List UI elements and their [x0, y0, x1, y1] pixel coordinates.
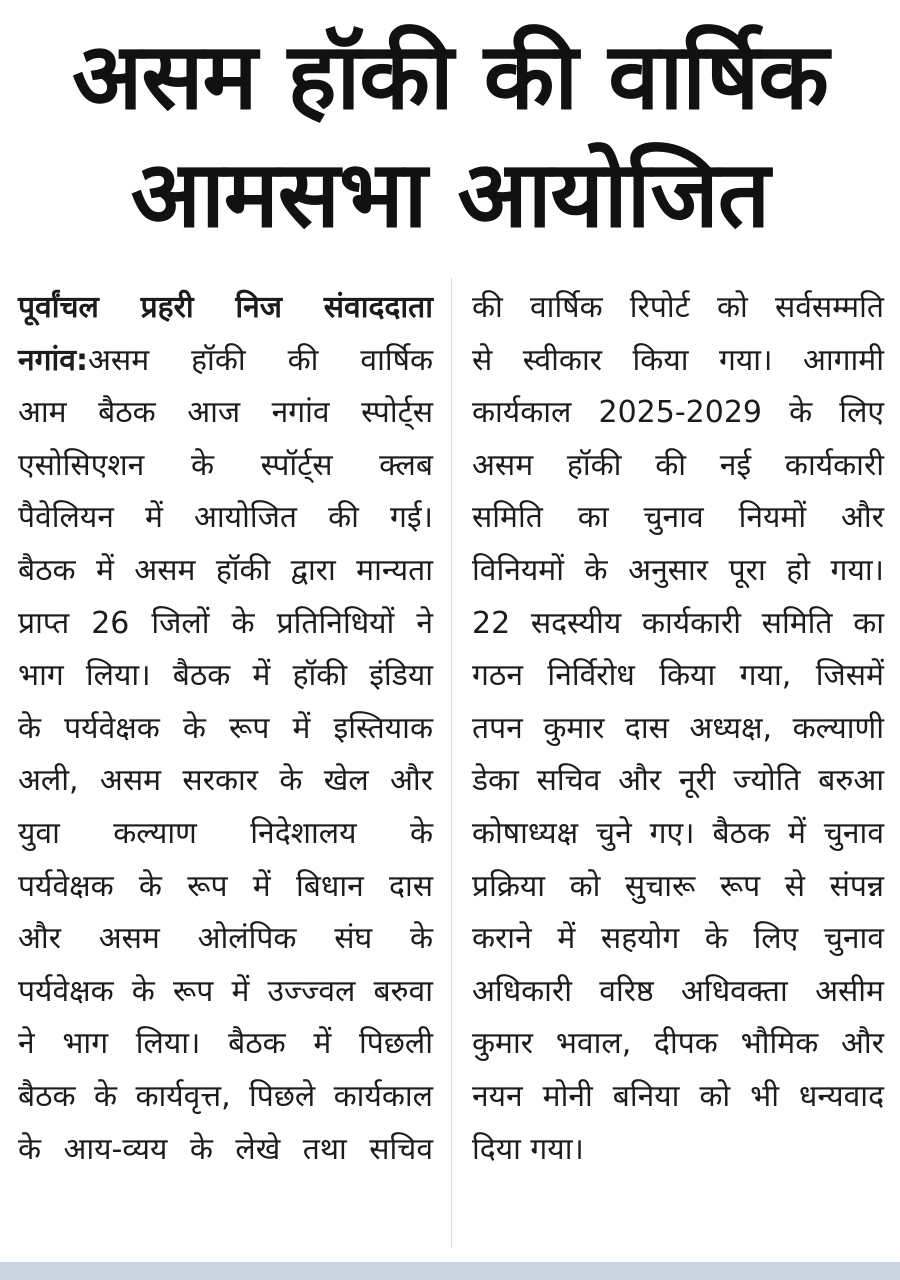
column-line: बैठक के कार्यवृत्त, पिछले कार्यकाल [18, 1078, 433, 1114]
column-line: गठन निर्विरोध किया गया, जिसमें [472, 658, 884, 694]
column-line: की वार्षिक रिपोर्ट को सर्वसम्मति [472, 290, 884, 325]
column-line: विनियमों के अनुसार पूरा हो गया। [472, 552, 884, 588]
column-line: दिया गया। [472, 1131, 584, 1167]
article-column-right [472, 282, 884, 1176]
headline [0, 18, 900, 254]
column-line-text: असम हॉकी की वार्षिक [88, 342, 433, 378]
column-line: पैवेलियन में आयोजित की गई। [18, 500, 433, 536]
column-line: कराने में सहयोग के लिए चुनाव [472, 921, 884, 957]
column-line: से स्वीकार किया गया। आगामी [472, 342, 884, 378]
column-line: तपन कुमार दास अध्यक्ष, कल्याणी [472, 710, 884, 746]
column-line: के आय-व्यय के लेखे तथा सचिव [18, 1131, 433, 1167]
column-line: कार्यकाल 2025-2029 के लिए [472, 395, 884, 431]
column-line: प्रक्रिया को सुचारू रूप से संपन्न [472, 868, 884, 904]
column-line: ने भाग लिया। बैठक में पिछली [18, 1026, 433, 1062]
column-divider [451, 278, 452, 1248]
article-column-left [18, 282, 433, 1176]
byline: पूर्वांचल प्रहरी निज संवाददाता [18, 290, 433, 325]
column-line: के पर्यवेक्षक के रूप में इस्तियाक [18, 710, 433, 746]
column-line: नयन मोनी बनिया को भी धन्यवाद [472, 1078, 884, 1114]
column-line: भाग लिया। बैठक में हॉकी इंडिया [18, 658, 433, 694]
column-line: अली, असम सरकार के खेल और [18, 763, 433, 799]
column-line: असम हॉकी की नई कार्यकारी [472, 447, 884, 483]
column-line: अधिकारी वरिष्ठ अधिवक्ता असीम [472, 973, 884, 1009]
column-line: कुमार भवाल, दीपक भौमिक और [472, 1026, 884, 1062]
column-line: कोषाध्यक्ष चुने गए। बैठक में चुनाव [472, 815, 884, 851]
headline-line-1: असम हॉकी की वार्षिक [72, 23, 828, 130]
column-line: आम बैठक आज नगांव स्पोर्ट्स [18, 395, 433, 431]
column-line: पर्यवेक्षक के रूप में उज्ज्वल बरुवा [18, 973, 433, 1009]
column-line: प्राप्त 26 जिलों के प्रतिनिधियों ने [18, 605, 433, 641]
column-line: युवा कल्याण निदेशालय के [18, 815, 433, 851]
headline-line-2: आमसभा आयोजित [130, 141, 770, 248]
column-line: 22 सदस्यीय कार्यकारी समिति का [472, 605, 884, 641]
column-line [18, 335, 433, 388]
dateline: नगांव: [18, 342, 88, 378]
footer-strip [0, 1262, 900, 1280]
column-line: बैठक में असम हॉकी द्वारा मान्यता [18, 552, 433, 588]
column-line: पर्यवेक्षक के रूप में बिधान दास [18, 868, 433, 904]
column-line: और असम ओलंपिक संघ के [18, 921, 433, 957]
column-line: एसोसिएशन के स्पॉर्ट्स क्लब [18, 447, 433, 483]
column-line: डेका सचिव और नूरी ज्योति बरुआ [472, 763, 884, 799]
column-line: समिति का चुनाव नियमों और [472, 500, 884, 536]
